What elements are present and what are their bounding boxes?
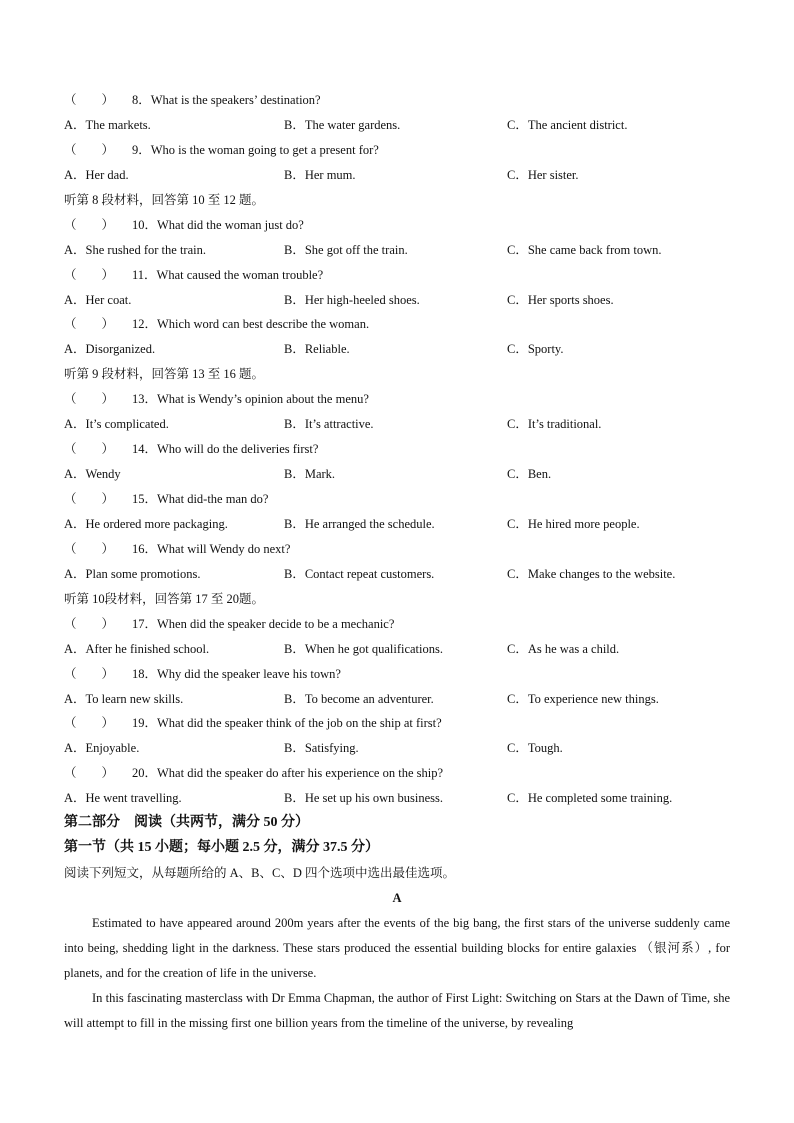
options-17 [64,637,730,662]
question-16 [64,537,730,562]
section-title: 第一节（共 15 小题；每小题 2.5 分，满分 37.5 分） [64,840,379,856]
answer-blank[interactable]: （ ） [64,541,115,556]
passage-paragraph-2: In this fascinating masterclass with Dr Emma Chapman, the author of First Light: Switching on Stars at the Dawn of Time, she will attempt to fill in the missing first one billion years from the timeline of the universe, by revealing [64,990,730,1030]
section-heading-8: 听第 8 段材料，回答第 10 至 12 题。 [64,192,265,207]
options-15 [64,512,730,537]
answer-blank[interactable]: （ ） [64,217,115,232]
option-c: C．To experience new things. [507,691,659,706]
options-10 [64,238,730,263]
option-c: C．Her sister. [507,167,579,182]
answer-blank[interactable]: （ ） [64,317,115,332]
options-20 [64,786,730,811]
option-c: C．Make changes to the website. [507,566,676,581]
exam-page [64,88,730,1036]
question-stem: 15．What did-the man do? [132,492,269,506]
answer-blank[interactable]: （ ） [64,267,115,282]
passage-paragraph-1: Estimated to have appeared around 200m years after the events of the big bang, the first stars of the universe suddenly came into being, shedding light in the darkness. These stars produced the essential building blocks for entire galaxies （银河系）, for planets, and for the creation of life in the universe. [64,915,730,980]
question-18 [64,662,730,687]
passage-label: A [392,891,402,905]
option-a: A．After he finished school. [64,641,210,656]
question-stem: 10．What did the woman just do? [132,217,304,232]
answer-blank[interactable]: （ ） [64,616,115,631]
question-stem: 11．What caused the woman trouble? [132,267,324,282]
option-c: C．The ancient district. [507,117,628,132]
option-c: C．Her sports shoes. [507,292,614,307]
answer-blank[interactable]: （ ） [64,392,115,407]
option-b: B．Mark. [284,467,336,482]
question-19 [64,711,730,736]
options-11 [64,288,730,313]
option-b: B．When he got qualifications. [284,641,443,656]
option-a: A．It’s complicated. [64,417,169,432]
question-11 [64,263,730,288]
answer-blank[interactable]: （ ） [64,716,115,731]
question-stem: 16．What will Wendy do next? [132,541,291,556]
options-18 [64,687,730,712]
question-13 [64,387,730,412]
option-a: A．She rushed for the train. [64,242,206,257]
question-9 [64,138,730,163]
option-a: A．Her dad. [64,167,129,182]
answer-blank[interactable]: （ ） [64,766,115,781]
question-17 [64,612,730,637]
option-a: A．Her coat. [64,292,132,307]
option-c: C．He hired more people. [507,516,640,531]
option-c: C．Tough. [507,741,563,756]
option-a: A．Wendy [64,467,121,482]
answer-blank[interactable]: （ ） [64,93,115,107]
question-stem: 17．When did the speaker decide to be a mechanic? [132,616,395,631]
option-c: C．Sporty. [507,342,564,357]
option-a: A．He ordered more packaging. [64,516,228,531]
option-a: A．Enjoyable. [64,741,140,756]
option-a: A．He went travelling. [64,791,182,806]
option-a: A．Disorganized. [64,342,156,357]
instruction: 阅读下列短文，从每题所给的 A、B、C、D 四个选项中选出最佳选项。 [64,866,455,881]
option-b: B．She got off the train. [284,242,408,257]
option-c: C．As he was a child. [507,641,620,656]
answer-blank[interactable]: （ ） [64,492,115,506]
question-15 [64,487,730,512]
option-b: B．Reliable. [284,342,350,357]
option-c: C．It’s traditional. [507,417,602,432]
question-stem: 12．Which word can best describe the woman. [132,317,370,332]
question-8 [64,88,730,113]
option-c: C．She came back from town. [507,242,662,257]
question-12 [64,312,730,337]
answer-blank[interactable]: （ ） [64,142,115,157]
question-20 [64,761,730,786]
question-stem: 20．What did the speaker do after his experience on the ship? [132,766,443,781]
option-b: B．He arranged the schedule. [284,516,435,531]
question-stem: 9．Who is the woman going to get a present for? [132,142,379,157]
options-12 [64,337,730,362]
question-14 [64,437,730,462]
section-heading-9: 听第 9 段材料，回答第 13 至 16 题。 [64,367,265,382]
answer-blank[interactable]: （ ） [64,666,115,681]
option-a: A．Plan some promotions. [64,566,201,581]
options-14 [64,462,730,487]
options-16 [64,562,730,587]
part-title: 第二部分 阅读（共两节，满分 50 分） [64,815,309,831]
option-b: B．Contact repeat customers. [284,566,435,581]
question-stem: 14．Who will do the deliveries first? [132,442,319,457]
answer-blank[interactable]: （ ） [64,442,115,457]
options-13 [64,412,730,437]
option-c: C．Ben. [507,467,552,482]
option-b: B．It’s attractive. [284,417,374,432]
question-stem: 18．Why did the speaker leave his town? [132,666,341,681]
option-b: B．He set up his own business. [284,791,444,806]
question-10 [64,213,730,238]
section-heading-10: 听第 10段材料，回答第 17 至 20题。 [64,591,265,606]
option-a: A．To learn new skills. [64,691,184,706]
question-stem: 8．What is the speakers’ destination? [132,93,321,107]
option-b: B．Her high-heeled shoes. [284,292,420,307]
question-stem: 13．What is Wendy’s opinion about the menu? [132,392,369,407]
question-stem: 19．What did the speaker think of the job on the ship at first? [132,716,442,731]
option-a: A．The markets. [64,117,151,132]
option-b: B．Satisfying. [284,741,359,756]
options-8 [64,113,730,138]
options-19 [64,736,730,761]
option-b: B．To become an adventurer. [284,691,434,706]
options-9 [64,163,730,188]
option-b: B．The water gardens. [284,117,401,132]
option-b: B．Her mum. [284,167,356,182]
option-c: C．He completed some training. [507,791,673,806]
